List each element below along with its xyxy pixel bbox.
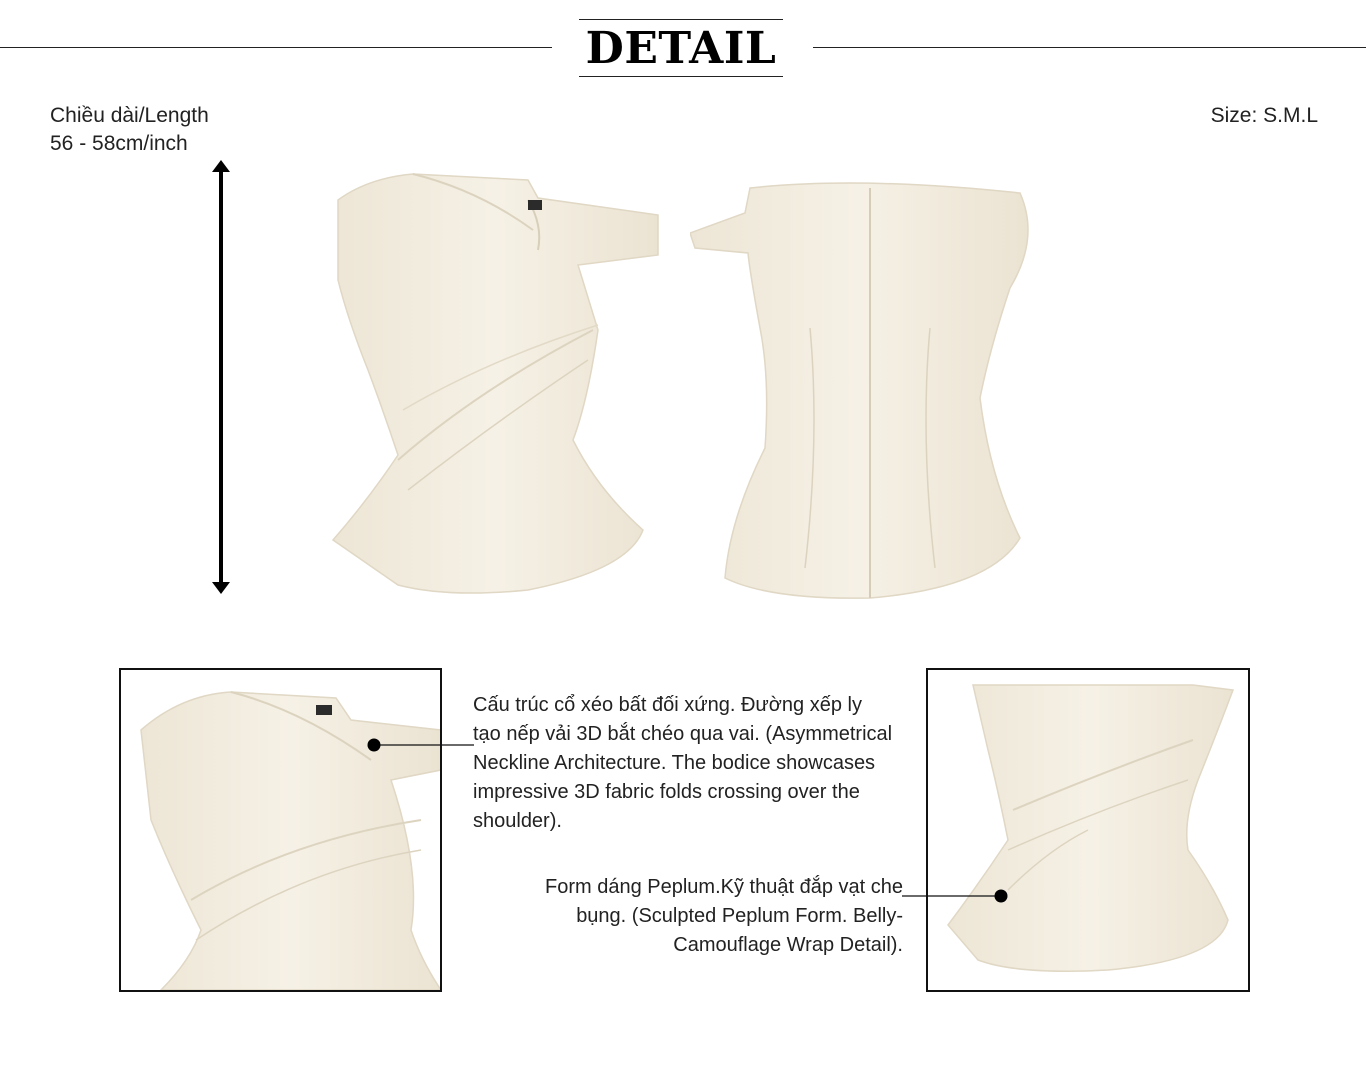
header-rule-left <box>0 47 552 48</box>
length-arrow-icon <box>208 158 234 596</box>
peplum-leader-line <box>900 887 1010 905</box>
front-view-image <box>328 170 668 600</box>
neckline-marker-dot <box>368 739 381 752</box>
neckline-detail-frame <box>119 668 442 992</box>
peplum-marker-dot <box>995 890 1008 903</box>
neckline-leader-line <box>366 737 476 755</box>
header-rule-right <box>813 47 1366 48</box>
peplum-description: Form dáng Peplum.Kỹ thuật đắp vạt che bụng. (Sculpted Peplum Form. Belly-Camouflage Wrap Detail). <box>545 876 903 956</box>
title-frame <box>579 19 783 77</box>
peplum-detail-image <box>928 670 1248 990</box>
back-view-image <box>690 178 1035 603</box>
length-label-block <box>50 102 209 158</box>
page-title: DETAIL <box>585 22 777 74</box>
length-value: 56 - 58cm/inch <box>50 132 188 155</box>
peplum-detail-frame <box>926 668 1250 992</box>
size-label: Size: S.M.L <box>1210 104 1318 127</box>
neckline-description: Cấu trúc cổ xéo bất đối xứng. Đường xếp ly tạo nếp vải 3D bắt chéo qua vai. (Asymmetrical Neckline Architecture. The bodice showcases impressive 3D fabric folds crossing over the shoulder). <box>473 694 893 832</box>
length-label: Chiều dài/Length <box>50 104 209 127</box>
neckline-detail-image <box>121 670 440 990</box>
